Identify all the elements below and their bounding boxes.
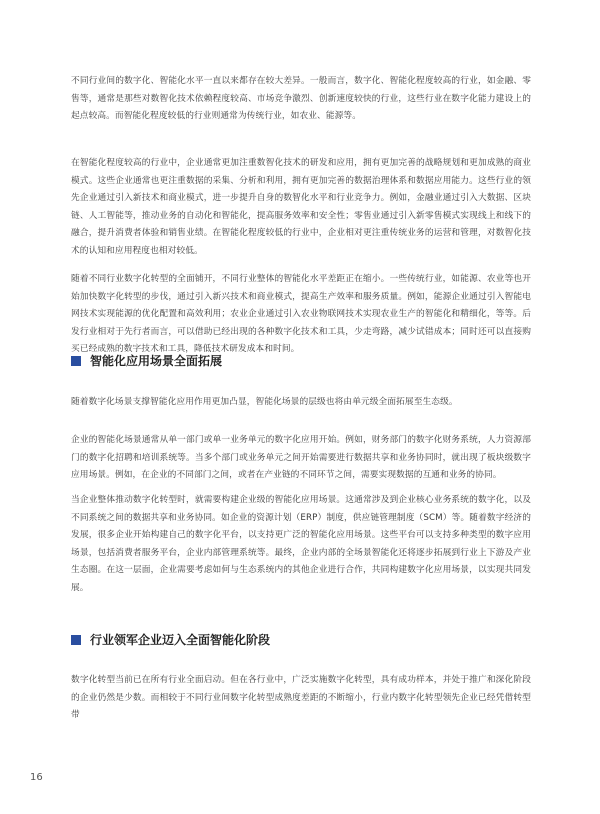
- paragraph-scenario-levels: 随着数字化场景支撑智能化应用作用更加凸显，智能化场景的层级也将由单元级全面拓展至生态级。: [71, 397, 458, 407]
- paragraph-unit-level-scenarios: 企业的智能化场景通常从单一部门或单一业务单元的数字化应用开始。例如，财务部门的数字化财务系统，人力资源部门的数字化招聘和培训系统等。当多个部门或业务单元之间开始需要进行数据共享和业务协同时，就出现了板块级数字应用场景。例如，在企业的不同部门之间，或者在产业链的不同环节之间，需要实现数据的互通和业务的协同。: [71, 435, 531, 481]
- page-number: 16: [30, 772, 43, 783]
- section-heading-scenario-expansion: [71, 352, 222, 369]
- paragraph-high-intelligence-industries: 在智能化程度较高的行业中，企业通常更加注重数智化技术的研发和应用，拥有更加完善的战略规划和更加成熟的商业模式。这些企业通常也更注重数据的采集、分析和利用，拥有更加完善的数据治理体系和数据应用能力。这些行业的领先企业通过引入新技术和商业模式，进一步提升自身的数智化水平和行业竞争力。例如，金融业通过引入大数据、区块链、人工智能等，推动业务的自动化和智能化，提高服务效率和安全性；零售业通过引入新零售模式实现线上和线下的融合，提升消费者体验和销售业绩。在智能化程度较低的行业中，企业相对更注重传统业务的运营和管理，对数智化技术的认知和应用程度也相对较低。: [71, 158, 531, 256]
- section-marker-icon: [71, 356, 81, 366]
- section-heading-text: 智能化应用场景全面拓展: [90, 354, 223, 368]
- paragraph-enterprise-level-scenarios: 当企业整体推动数字化转型时，就需要构建企业级的智能化应用场景。这通常涉及到企业核心业务系统的数字化，以及不同系统之间的数据共享和业务协同。如企业的资源计划（ERP）制度，供应链管理制度（SCM）等。随着数字经济的发展，很多企业开始构建自己的数字化平台，以支持更广泛的智能化应用场景。这些平台可以支持多种类型的数字应用场景，包括消费者服务平台，企业内部管理系统等。最终，企业内部的全场景智能化还将逐步拓展到行业上下游及产业生态圈。在这一层面，企业需要考虑如何与生态系统内的其他企业进行合作，共同构建数字化应用场景，以实现共同发展。: [71, 495, 531, 593]
- paragraph-gap-narrowing: 随着不同行业数字化转型的全面铺开，不同行业整体的智能化水平差距正在缩小。一些传统行业，如能源、农业等也开始加快数字化转型的步伐，通过引入新兴技术和商业模式，提高生产效率和服务质量。例如，能源企业通过引入智能电网技术实现能源的优化配置和高效利用；农业企业通过引入农业物联网技术实现农业生产的智能化和精细化，等等。后发行业相对于先行者而言，可以借助已经出现的各种数字化技术和工具，少走弯路，减少试错成本；同时还可以直接购买已经成熟的数字技术和工具，降低技术研发成本和时间。: [71, 274, 531, 355]
- paragraph-transformation-status: 数字化转型当前已在所有行业全面启动。但在各行业中，广泛实施数字化转型，具有成功样本，并处于推广和深化阶段的企业仍然是少数。而相较于不同行业间数字化转型成熟度差距的不断缩小，行业内数字化转型领先企业已经凭借转型带: [71, 675, 531, 721]
- section-marker-icon: [71, 635, 81, 645]
- section-heading-leading-enterprises: [71, 631, 270, 648]
- paragraph-industry-gap: 不同行业间的数字化、智能化水平一直以来都存在较大差异。一般而言，数字化、智能化程度较高的行业，如金融、零售等，通常是那些对数智化技术依赖程度较高、市场竞争激烈、创新速度较快的行业，这些行业在数字化能力建设上的起点较高。而智能化程度较低的行业则通常为传统行业，如农业、能源等。: [71, 76, 531, 122]
- section-heading-text: 行业领军企业迈入全面智能化阶段: [90, 633, 271, 647]
